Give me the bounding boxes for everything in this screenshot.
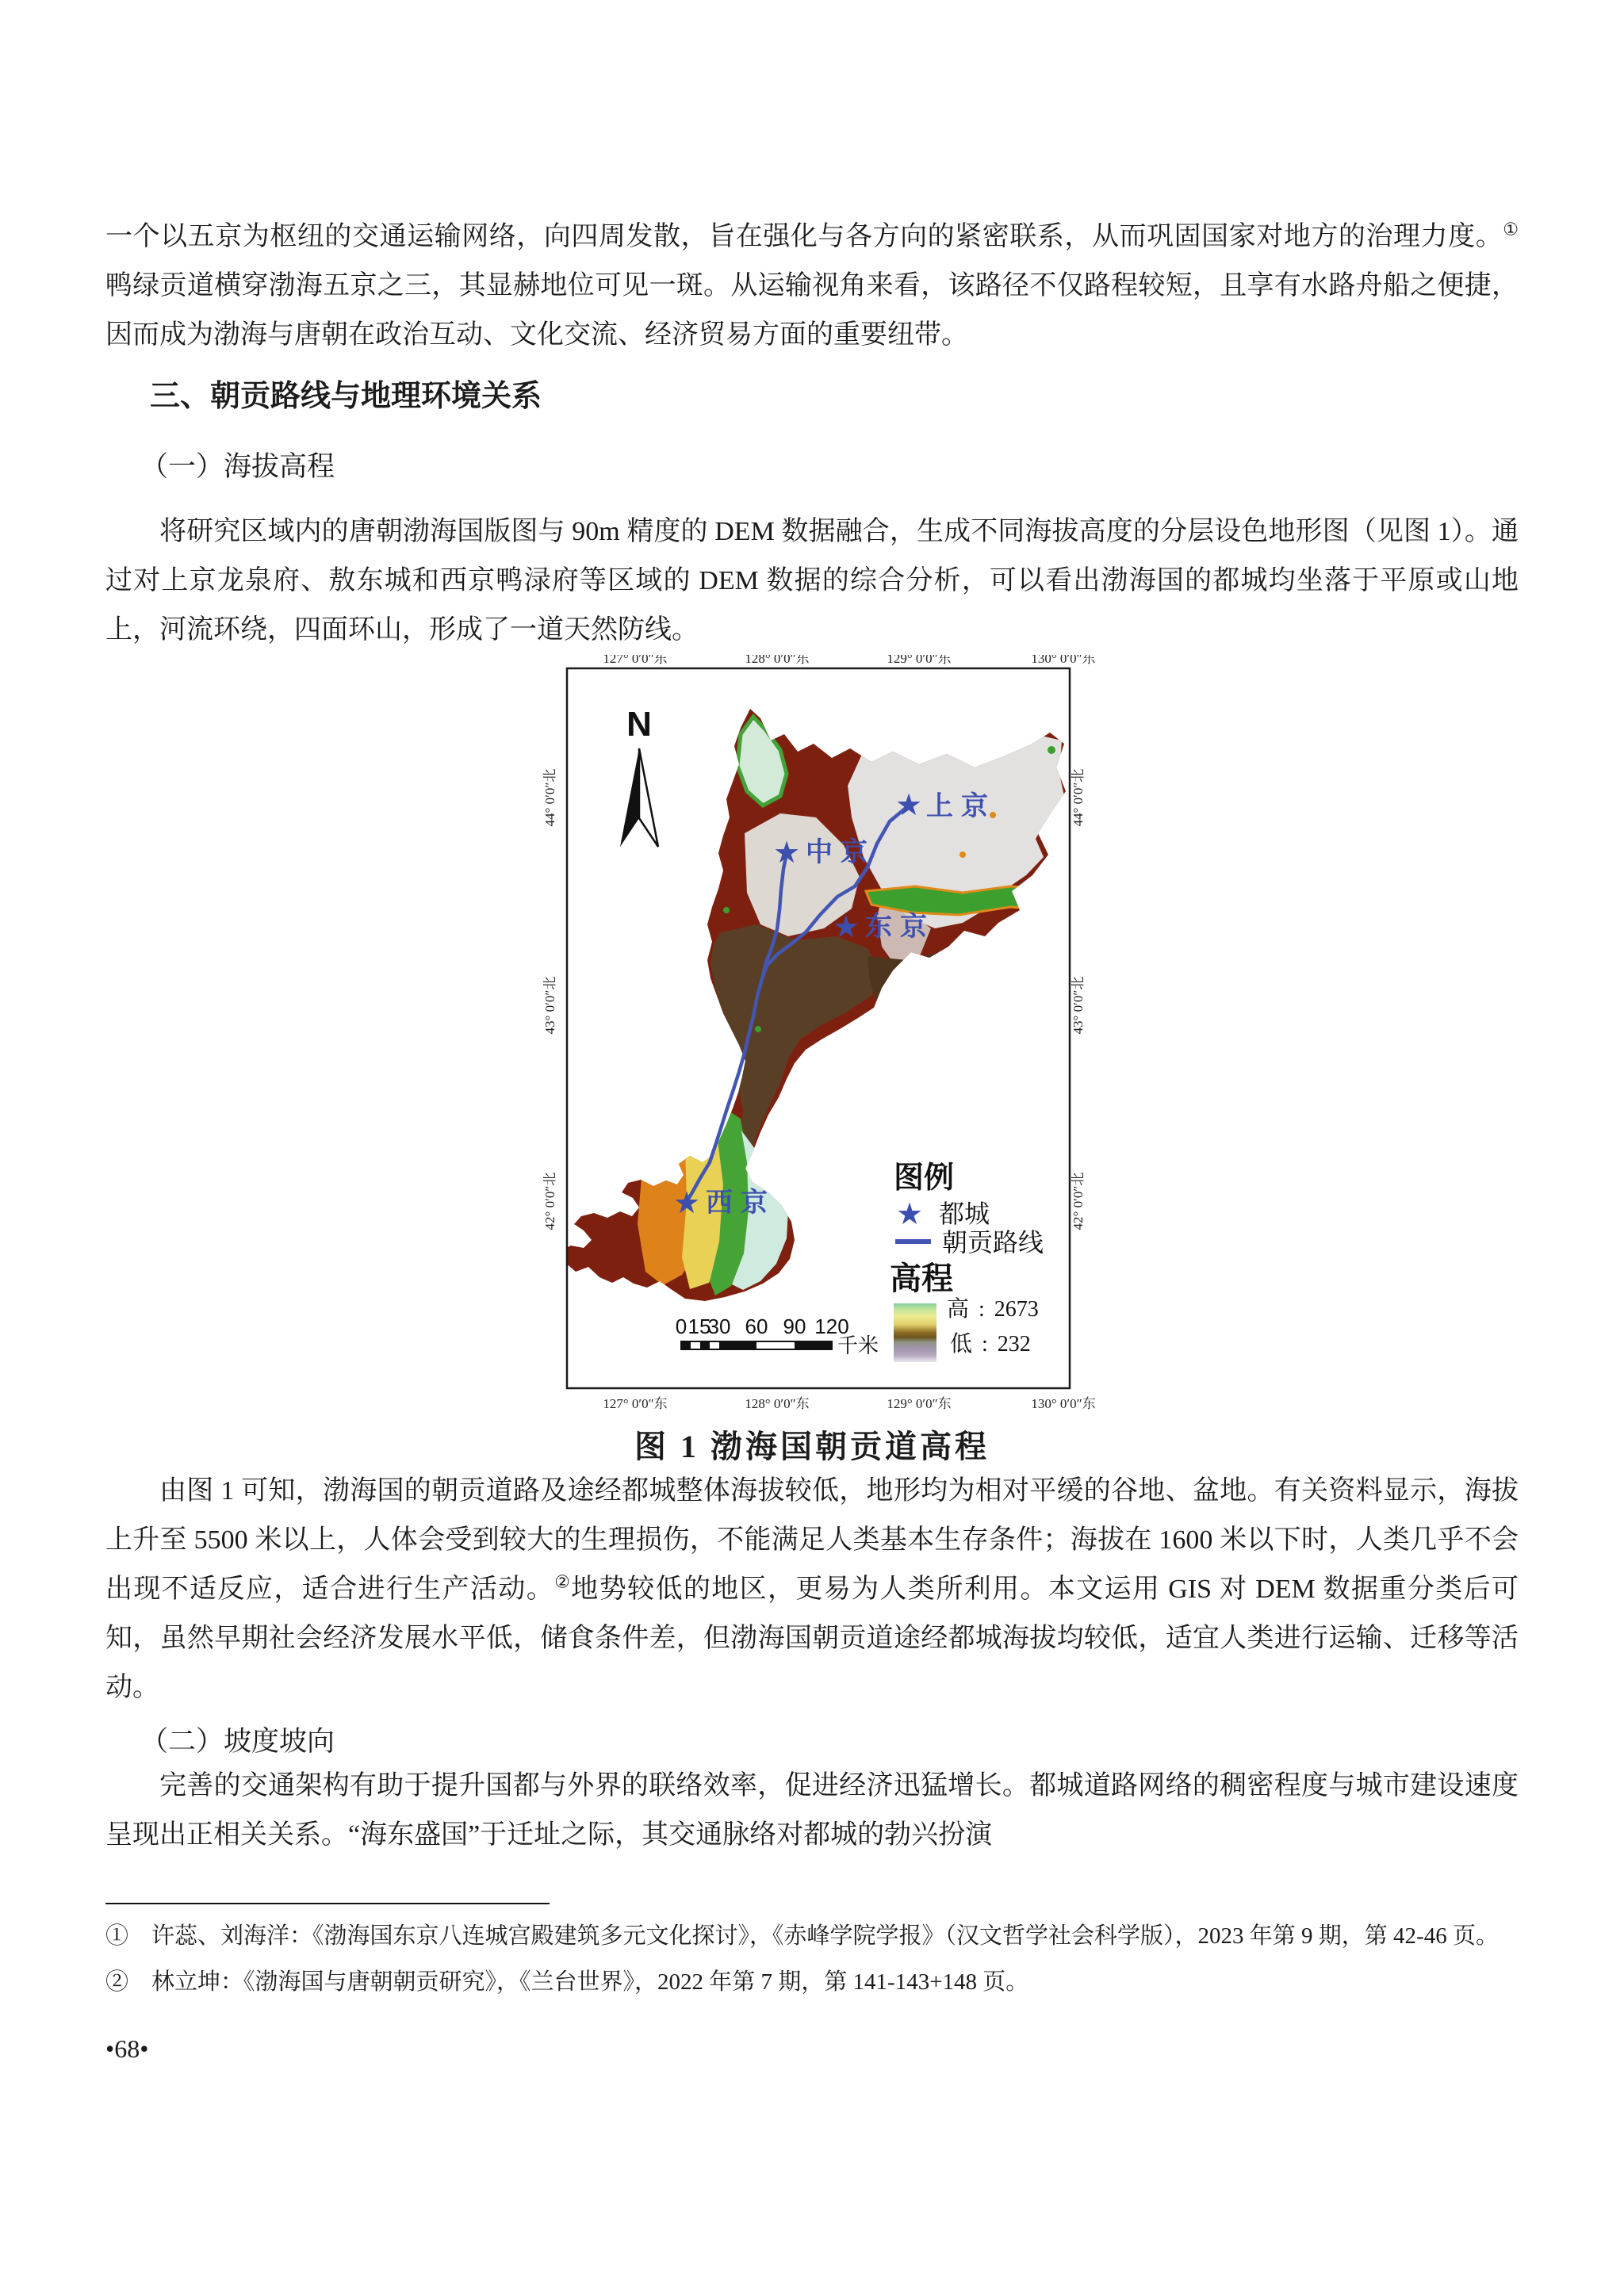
lon-label-top-127: 127° 0′0″东	[603, 655, 668, 666]
north-arrow	[620, 705, 658, 847]
footnote-1-marker: ①	[105, 1923, 129, 1949]
figure-1	[519, 655, 1105, 1467]
footnote-separator	[105, 1903, 550, 1904]
lon-label-top-128: 128° 0′0″东	[745, 655, 810, 666]
paragraph-3-text-cont: 地势较低的地区，更易为人类所利用。本文运用 GIS 对 DEM 数据重分类后可知，虽然早期社会经济发展水平低，储食条件差，但渤海国朝贡道途经都城海拔均较低，适宜人类进行运输、迁移等活动。	[105, 1575, 1519, 1702]
north-arrow-right-blade	[639, 748, 658, 847]
capital-star-zhongjing: ★	[772, 836, 801, 870]
capital-star-shangjing: ★	[894, 789, 923, 822]
capital-star-xijing: ★	[672, 1187, 701, 1220]
subsection-heading-2: （二）坡度坡向	[140, 1726, 335, 1757]
scalebar-tick-90: 90	[783, 1314, 806, 1338]
elevation-map	[519, 655, 1105, 1414]
map-legend	[890, 1161, 1044, 1362]
city-label-xijing: 西京	[706, 1188, 776, 1218]
scalebar-seg	[681, 1341, 691, 1349]
legend-low-colon: :	[982, 1332, 988, 1357]
city-label-dongjing: 东京	[865, 913, 935, 942]
paragraph-2: 将研究区域内的唐朝渤海国版图与 90m 精度的 DEM 数据融合，生成不同海拔高度的分层设色地形图（见图 1）。通过对上京龙泉府、敖东城和西京鸭渌府等区域的 DEM 数据的综合分析，可以看出渤海国的都城均坐落于平原或山地上，河流环绕，四面环山，形成了一道天然防线。	[105, 517, 1519, 645]
text-column	[0, 212, 1624, 2064]
lat-label-left-44: 44° 0′0″北	[542, 768, 557, 827]
legend-high-row	[947, 1296, 1039, 1322]
paragraph-1	[105, 212, 1519, 360]
paragraph-1-text-cont: 鸭绿贡道横穿渤海五京之三，其显赫地位可见一斑。从运输视角来看，该路径不仅路程较短，且享有水路舟船之便捷，因而成为渤海与唐朝在政治互动、文化交流、经济贸易方面的重要纽带。	[105, 271, 1519, 350]
scalebar-unit: 千米	[837, 1334, 879, 1357]
scalebar-seg	[795, 1341, 832, 1349]
north-arrow-label: N	[626, 705, 652, 744]
paragraph-4: 完善的交通架构有助于提升国都与外界的联络效率，促进经济迅猛增长。都城道路网络的稠密程度与城市建设速度呈现出正相关关系。“海东盛国”于迁址之际，其交通脉络对都城的勃兴扮演	[105, 1771, 1519, 1850]
lat-label-right-42: 42° 0′0″北	[1071, 1172, 1086, 1230]
lat-label-left-42: 42° 0′0″北	[542, 1172, 557, 1230]
legend-high-label: 高	[947, 1297, 970, 1322]
section-heading: 三、朝贡路线与地理环境关系	[150, 380, 542, 413]
lat-label-left-43: 43° 0′0″北	[542, 976, 557, 1035]
scalebar-seg	[719, 1341, 756, 1349]
lon-label-bottom-130: 130° 0′0″东	[1031, 1396, 1096, 1411]
lon-label-bottom-128: 128° 0′0″东	[745, 1396, 810, 1411]
footnote-ref-2: ②	[554, 1571, 572, 1592]
legend-low-label: 低	[950, 1332, 973, 1357]
lon-label-bottom-129: 129° 0′0″东	[887, 1396, 952, 1411]
figure-caption: 图 1 渤海国朝贡道高程	[634, 1429, 990, 1464]
lat-label-right-44: 44° 0′0″北	[1071, 768, 1086, 827]
legend-elevation-title: 高程	[890, 1261, 953, 1296]
scalebar-tick-120: 120	[814, 1314, 849, 1338]
city-label-zhongjing: 中京	[806, 838, 875, 867]
legend-capital-star-icon: ★	[895, 1198, 924, 1231]
legend-route-label: 朝贡路线	[942, 1228, 1044, 1257]
scalebar-seg	[700, 1341, 710, 1349]
scale-bar	[676, 1314, 879, 1357]
scalebar-tick-15: 15	[688, 1314, 711, 1338]
legend-low-value: 232	[997, 1332, 1031, 1357]
footnote-2-text: 林立坤：《渤海国与唐朝朝贡研究》，《兰台世界》，2022 年第 7 期，第 141-143+148 页。	[151, 1969, 1029, 1995]
page-number: •68•	[105, 2034, 149, 2063]
footnote-2	[105, 1961, 1519, 2003]
elevation-gradient-swatch	[894, 1303, 936, 1362]
lat-label-right-43: 43° 0′0″北	[1071, 976, 1086, 1035]
scalebar-tick-60: 60	[745, 1314, 768, 1338]
north-arrow-left-blade	[620, 748, 639, 847]
legend-low-row	[950, 1331, 1031, 1357]
subsection-heading-1: （一）海拔高程	[140, 451, 335, 482]
footnote-2-marker: ②	[105, 1969, 129, 1995]
paragraph-3-text: 由图 1 可知，渤海国的朝贡道路及途经都城整体海拔较低，地形均为相对平缓的谷地、盆地。有关资料显示，海拔上升至 5500 米以上，人体会受到较大的生理损伤，不能满足人类基本生存条件；海拔在 1600 米以下时，人类几乎不会出现不适反应，适合进行生产活动。	[105, 1476, 1519, 1604]
lon-label-top-130: 130° 0′0″东	[1031, 655, 1096, 666]
footnote-1-text: 许蕊、刘海洋：《渤海国东京八连城宫殿建筑多元文化探讨》，《赤峰学院学报》（汉文哲学社会科学版），2023 年第 9 期，第 42-46 页。	[151, 1923, 1499, 1949]
lon-label-bottom-127: 127° 0′0″东	[603, 1396, 668, 1411]
paragraph-1-text: 一个以五京为枢纽的交通运输网络，向四周发散，旨在强化与各方向的紧密联系，从而巩固国家对地方的治理力度。	[105, 222, 1503, 251]
footnote-ref-1: ①	[1503, 219, 1519, 239]
city-label-shangjing: 上京	[926, 792, 996, 821]
paragraph-3	[105, 1467, 1519, 1712]
legend-high-value: 2673	[994, 1297, 1039, 1322]
legend-high-colon: :	[979, 1297, 985, 1322]
legend-title: 图例	[894, 1161, 955, 1195]
footnote-1	[105, 1915, 1519, 1957]
legend-capital-label: 都城	[939, 1200, 990, 1228]
scalebar-tick-0: 0	[675, 1314, 688, 1338]
scalebar-tick-30: 30	[707, 1314, 731, 1338]
capital-star-dongjing: ★	[832, 911, 860, 944]
lon-label-top-129: 129° 0′0″东	[887, 655, 952, 666]
